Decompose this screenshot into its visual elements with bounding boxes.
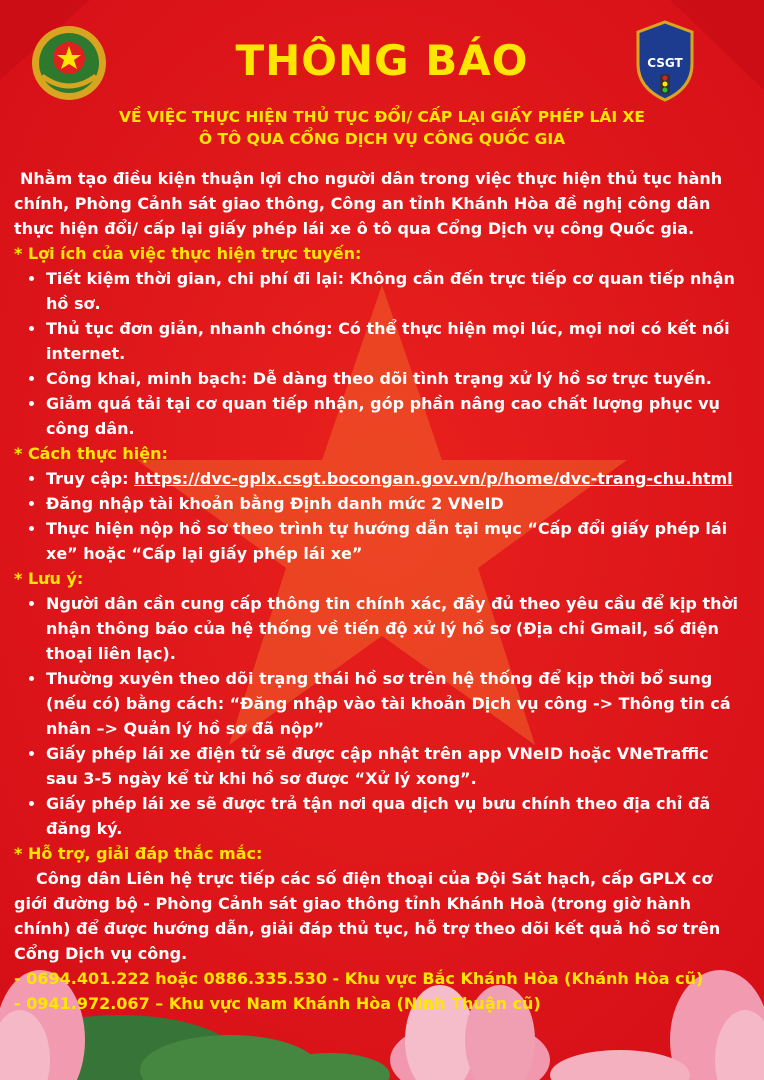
list-item [46,466,738,491]
page-title: THÔNG BÁO [235,36,529,85]
subtitle-line-2: Ô TÔ QUA CỔNG DỊCH VỤ CÔNG QUỐC GIA [198,130,566,148]
howto-list [14,466,738,566]
list-item: • Giấy phép lái xe điện tử sẽ được cập nhật trên app VNeID hoặc VNeTraffic sau 3-5 ngày kể từ khi hồ sơ được “Xử lý xong”. [46,741,738,791]
list-item: • Thực hiện nộp hồ sơ theo trình tự hướng dẫn tại mục “Cấp đổi giấy phép lái xe” hoặc “Cấp lại giấy phép lái xe” [46,516,738,566]
support-paragraph: Công dân Liên hệ trực tiếp các số điện thoại của Đội Sát hạch, cấp GPLX cơ giới đường bộ - Phòng Cảnh sát giao thông tỉnh Khánh Hoà (trong giờ hành chính) để được hướng dẫn, giải đáp thủ tục, hỗ trợ theo dõi kết quả hồ sơ trên Cổng Dịch vụ công. [14,869,721,963]
notes-list [14,591,738,841]
list-item: • Công khai, minh bạch: Dễ dàng theo dõi tình trạng xử lý hồ sơ trực tuyến. [46,366,738,391]
list-item: • Thủ tục đơn giản, nhanh chóng: Có thể thực hiện mọi lúc, mọi nơi có kết nối internet. [46,316,738,366]
list-item: • Giấy phép lái xe sẽ được trả tận nơi qua dịch vụ bưu chính theo địa chỉ đã đăng ký. [46,791,738,841]
access-label: Truy cập: [46,469,135,488]
phone-south: - 0941.972.067 – Khu vực Nam Khánh Hòa (Ninh Thuận cũ) [14,994,541,1013]
howto-heading: * Cách thực hiện: [14,444,168,463]
phone-north: - 0694.401.222 hoặc 0886.335.530 - Khu vực Bắc Khánh Hòa (Khánh Hòa cũ) [14,969,704,988]
list-item: • Đăng nhập tài khoản bằng Định danh mức 2 VNeID [46,491,738,516]
support-heading: * Hỗ trợ, giải đáp thắc mắc: [14,844,263,863]
access-link[interactable]: https://dvc-gplx.csgt.bocongan.gov.vn/p/home/dvc-trang-chu.html [134,469,733,488]
notes-heading: * Lưu ý: [14,569,84,588]
page-subtitle [0,106,764,150]
list-item: • Người dân cần cung cấp thông tin chính xác, đầy đủ theo yêu cầu để kịp thời nhận thông báo của hệ thống về tiến độ xử lý hồ sơ (Địa chỉ Gmail, số điện thoại liên lạc). [46,591,738,666]
list-item: • Thường xuyên theo dõi trạng thái hồ sơ trên hệ thống để kịp thời bổ sung (nếu có) bằng cách: “Đăng nhập vào tài khoản Dịch vụ công -> Thông tin cá nhân –> Quản lý hồ sơ đã nộp” [46,666,738,741]
intro-paragraph: Nhằm tạo điều kiện thuận lợi cho người dân trong việc thực hiện thủ tục hành chính, Phòng Cảnh sát giao thông, Công an tỉnh Khánh Hòa đề nghị công dân thực hiện đổi/ cấp lại giấy phép lái xe ô tô qua Cổng Dịch vụ công Quốc gia. [14,169,723,238]
svg-text:CSGT: CSGT [647,56,683,70]
notice-body [14,166,738,1016]
list-item: • Giảm quá tải tại cơ quan tiếp nhận, góp phần nâng cao chất lượng phục vụ công dân. [46,391,738,441]
subtitle-line-1: VỀ VIỆC THỰC HIỆN THỦ TỤC ĐỔI/ CẤP LẠI GIẤY PHÉP LÁI XE [118,108,646,126]
benefits-heading: * Lợi ích của việc thực hiện trực tuyến: [14,244,362,263]
benefits-list [14,266,738,441]
list-item: • Tiết kiệm thời gian, chi phí đi lại: Không cần đến trực tiếp cơ quan tiếp nhận hồ sơ. [46,266,738,316]
